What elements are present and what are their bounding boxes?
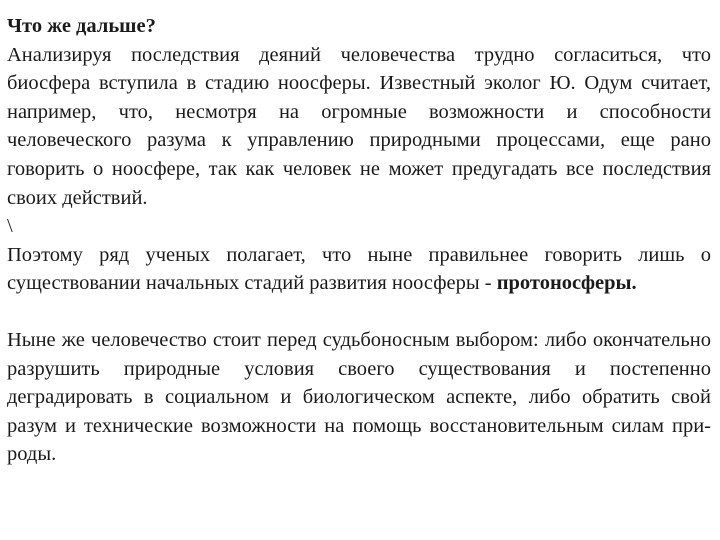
paragraph-protonoosphere-text: Поэтому ряд ученых полагает, что ныне правильнее говорить лишь о существовании начальных стадий развития ноосферы - bbox=[7, 243, 711, 295]
paragraph-biosphere: Анализируя последствия деяний человечества трудно согласиться, что биосфера вступила в стадию ноосферы. Известный эколог Ю. Одум считает, например, что, несмотря на огромные возможности и способности человеческого разума к управлению природными процессами, еще рано говорить о ноосфере, так как человек не может предугадать все последствия своих действий. bbox=[7, 43, 711, 209]
paragraph-gap bbox=[7, 298, 711, 326]
protonoosphere-term: протоносферы. bbox=[496, 272, 637, 295]
separator-mark: \ bbox=[7, 215, 13, 238]
paragraph-choice: Ныне же человечество стоит перед судьбоносным выбором: либо окончательно разрушить природные условия своего существования и постепенно деградировать в социальном и биологическом аспекте, либо обратить свой разум и технические возможности на помощь восстановительным силам при-роды. bbox=[7, 328, 711, 466]
section-heading: Что же дальше? bbox=[7, 15, 156, 37]
paragraph-protonoosphere bbox=[7, 241, 711, 298]
document-page bbox=[7, 12, 711, 469]
